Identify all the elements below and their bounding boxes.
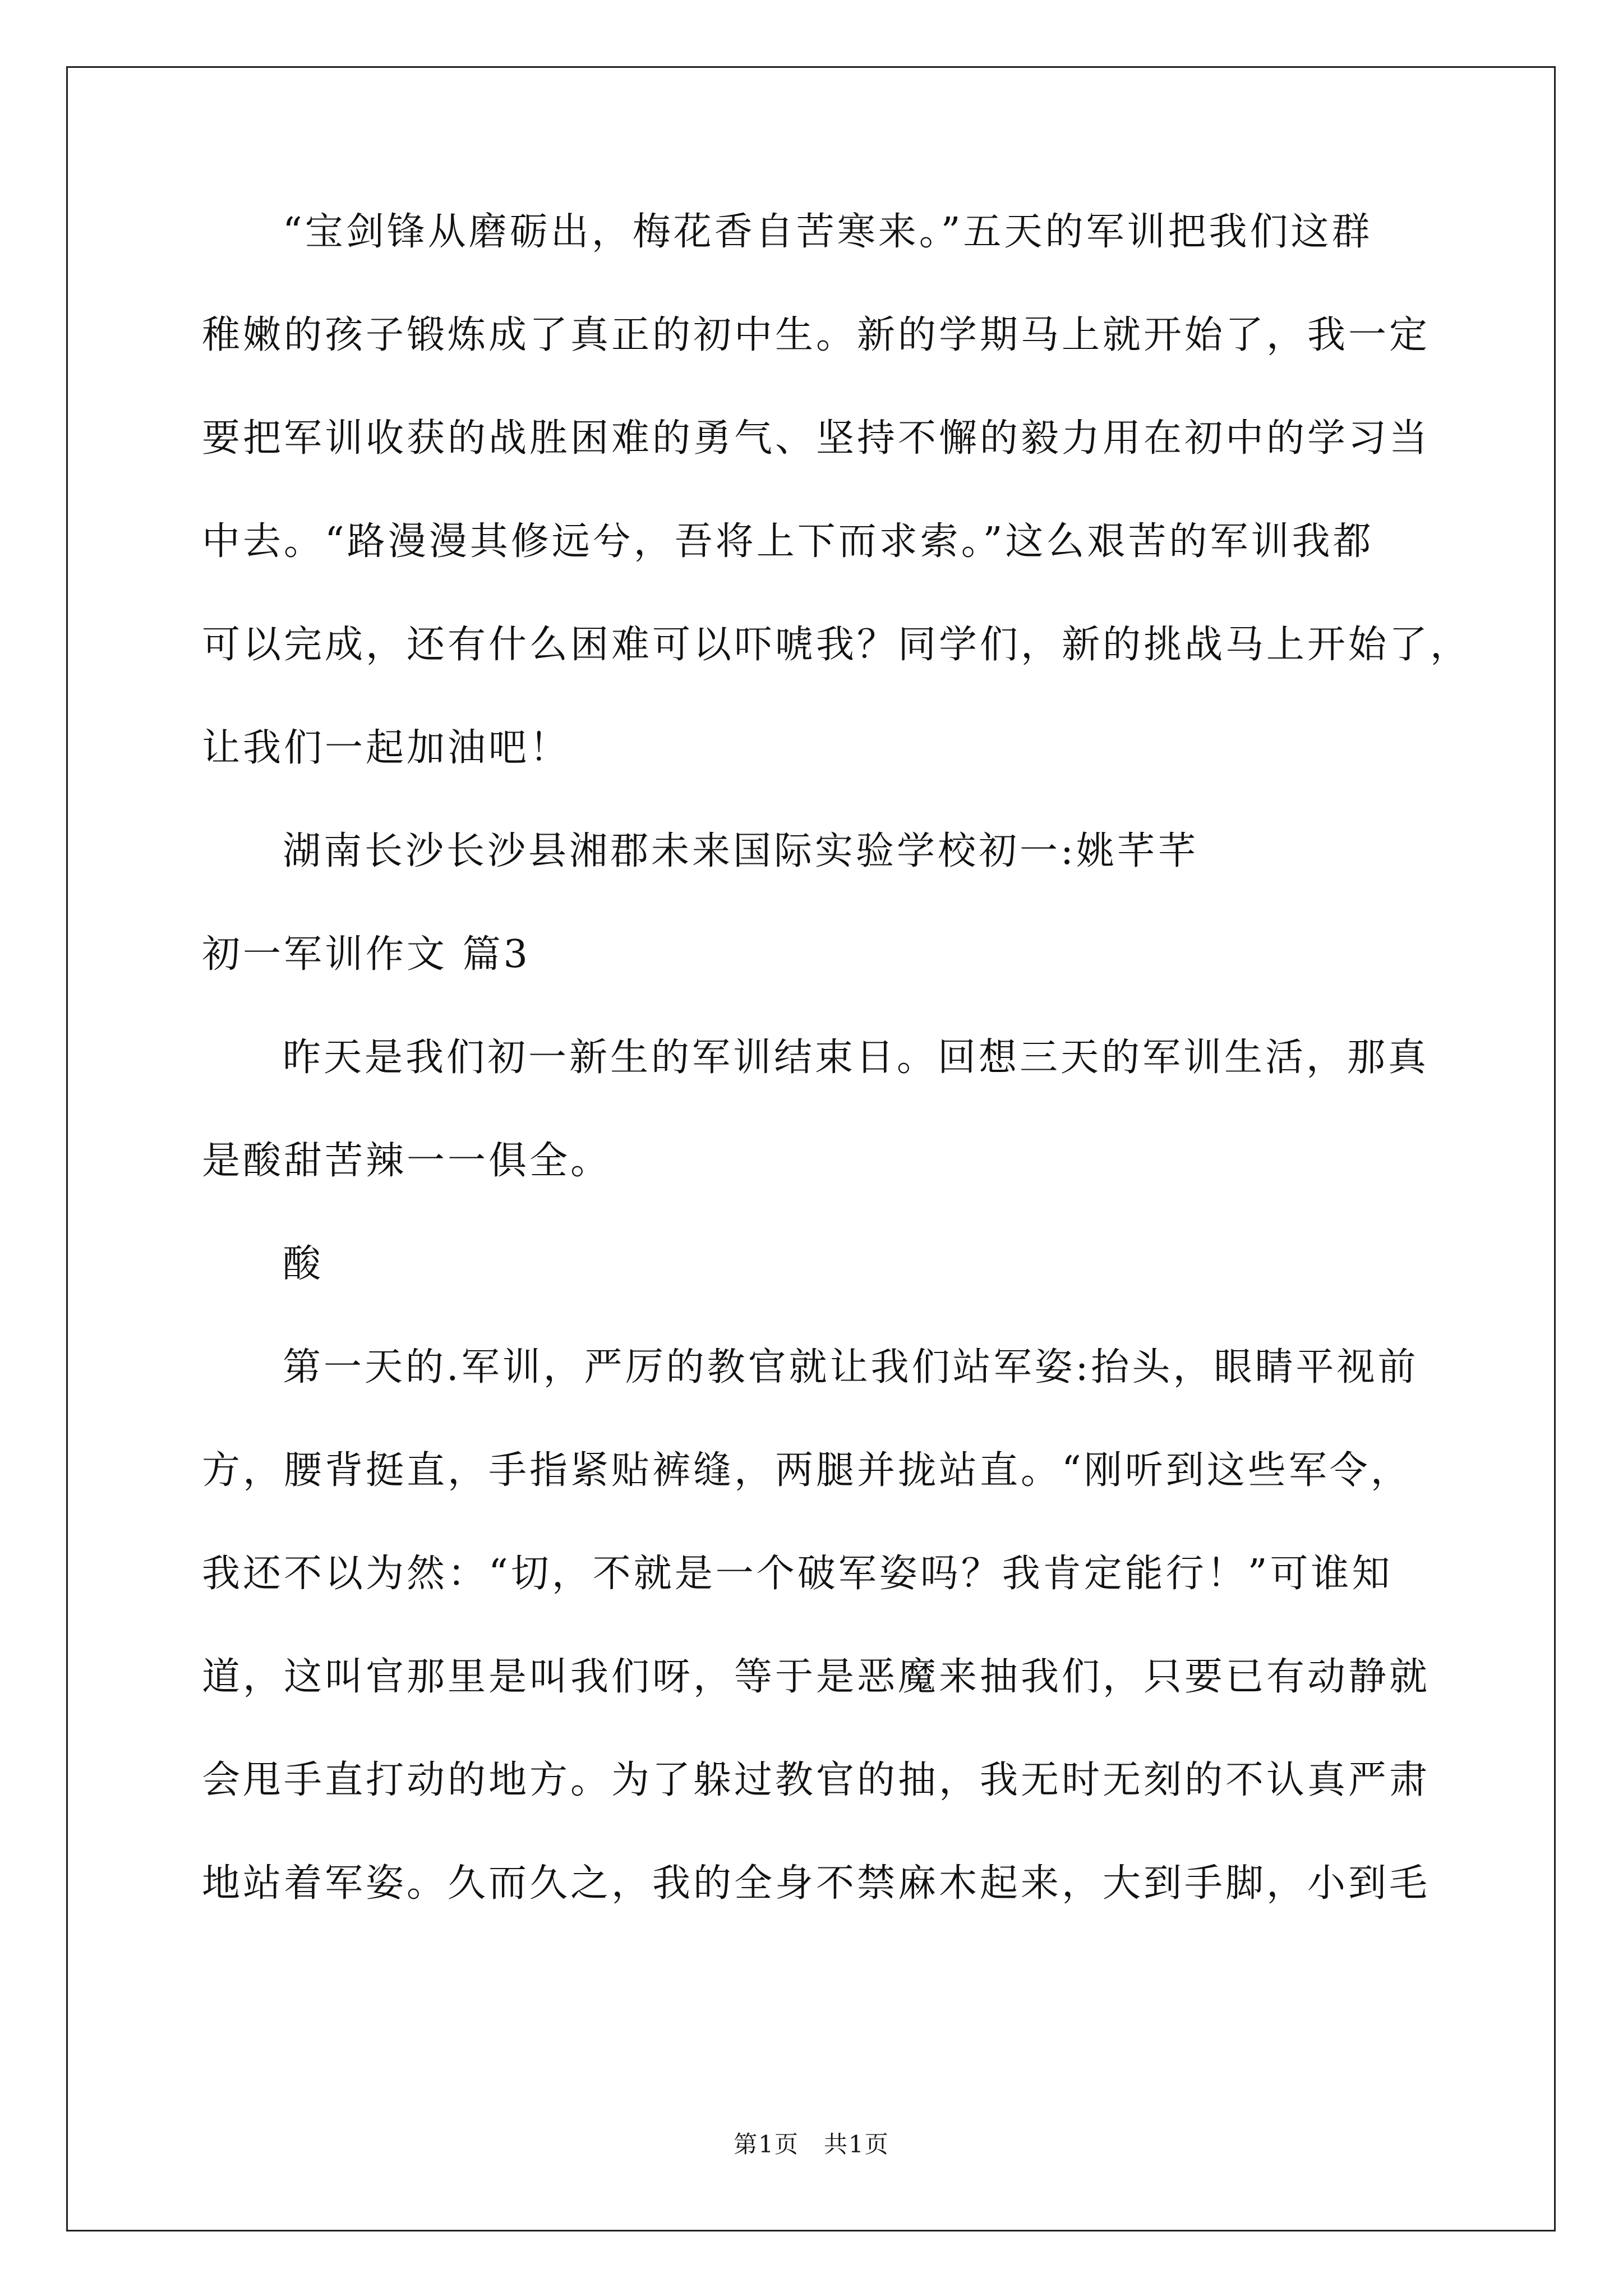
author-line: 湖南长沙长沙县湘郡未来国际实验学校初一:姚芊芊 bbox=[283, 829, 1199, 873]
paragraph-line: 让我们一起加油吧！ bbox=[202, 726, 571, 770]
paragraph-line: 要把军训收获的战胜困难的勇气、坚持不懈的毅力用在初中的学习当 bbox=[202, 416, 1431, 461]
page-number: 第1页 共1页 bbox=[734, 2131, 889, 2158]
paragraph-line: 稚嫩的孩子锻炼成了真正的初中生。新的学期马上就开始了，我一定 bbox=[202, 313, 1431, 357]
paragraph-line: 方，腰背挺直，手指紧贴裤缝，两腿并拢站直。“刚听到这些军令， bbox=[202, 1448, 1412, 1493]
paragraph-line: 我还不以为然：“切，不就是一个破军姿吗？我肯定能行！”可谁知 bbox=[202, 1552, 1393, 1596]
paragraph-line: 第一天的.军训，严厉的教官就让我们站军姿:抬头，眼睛平视前 bbox=[283, 1345, 1419, 1389]
paragraph-line: 是酸甜苦辣一一俱全。 bbox=[202, 1139, 612, 1183]
paragraph-line: 昨天是我们初一新生的军训结束日。回想三天的军训生活，那真 bbox=[283, 1036, 1430, 1080]
paragraph-line: 会甩手直打动的地方。为了躲过教官的抽，我无时无刻的不认真严肃 bbox=[202, 1758, 1431, 1802]
paragraph-line: “宝剑锋从磨砺出，梅花香自苦寒来。”五天的军训把我们这群 bbox=[283, 210, 1373, 254]
paragraph-line: 道，这叫官那里是叫我们呀，等于是恶魔来抽我们，只要已有动静就 bbox=[202, 1655, 1431, 1699]
paragraph-line: 可以完成，还有什么困难可以吓唬我？同学们，新的挑战马上开始了， bbox=[202, 623, 1472, 667]
subheading: 酸 bbox=[283, 1242, 324, 1286]
paragraph-line: 地站着军姿。久而久之，我的全身不禁麻木起来，大到手脚，小到毛 bbox=[202, 1861, 1431, 1906]
section-heading: 初一军训作文 篇3 bbox=[202, 932, 531, 977]
document-body bbox=[202, 210, 1472, 1968]
paragraph-line: 中去。“路漫漫其修远兮，吾将上下而求索。”这么艰苦的军训我都 bbox=[202, 519, 1374, 564]
